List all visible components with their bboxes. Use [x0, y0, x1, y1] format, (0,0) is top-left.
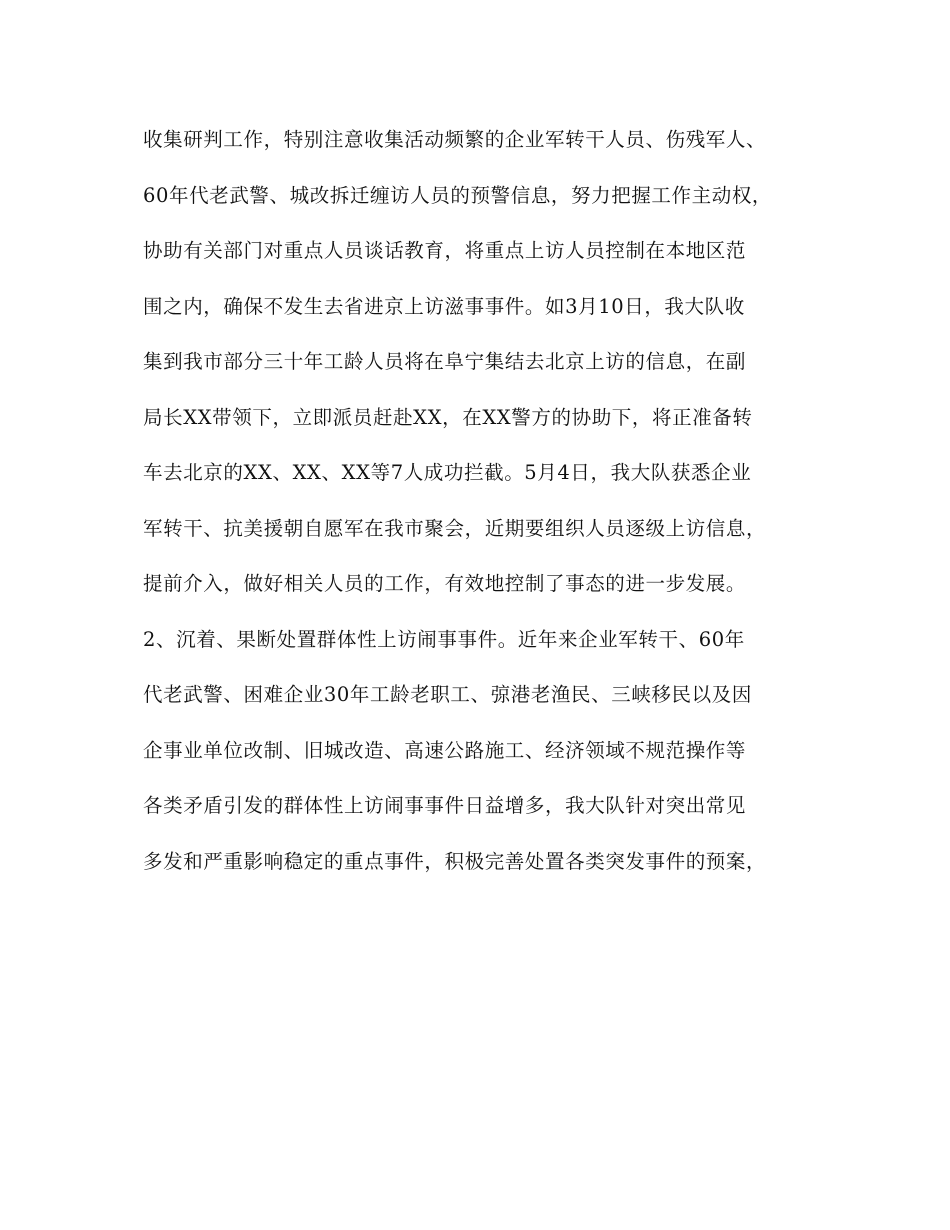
text-line: 60年代老武警、城改拆迁缠访人员的预警信息，努力把握工作主动权， — [143, 183, 773, 207]
text-line: 代老武警、困难企业30年工龄老职工、弶港老渔民、三峡移民以及因 — [143, 683, 752, 706]
text-line: 围之内，确保不发生去省进京上访滋事事件。如3月10日，我大队收 — [143, 294, 745, 318]
text-line: 协助有关部门对重点人员谈话教育，将重点上访人员控制在本地区范 — [143, 239, 747, 262]
text-line: 提前介入，做好相关人员的工作，有效地控制了事态的进一步发展。 — [143, 572, 747, 595]
text-line: 2、沉着、果断处置群体性上访闹事事件。近年来企业军转干、60年 — [143, 627, 745, 651]
body-text — [143, 121, 823, 898]
text-line: 局长XX带领下，立即派员赶赴XX，在XX警方的协助下，将正准备转 — [143, 405, 753, 429]
text-line: 企事业单位改制、旧城改造、高速公路施工、经济领域不规范操作等 — [143, 738, 747, 762]
text-line: 多发和严重影响稳定的重点事件，积极完善处置各类突发事件的预案， — [143, 849, 767, 873]
text-line: 收集研判工作，特别注意收集活动频繁的企业军转干人员、伤残军人、 — [143, 128, 767, 151]
text-line: 各类矛盾引发的群体性上访闹事事件日益增多，我大队针对突出常见 — [143, 794, 747, 817]
text-line: 军转干、抗美援朝自愿军在我市聚会，近期要组织人员逐级上访信息， — [143, 516, 767, 540]
text-line: 集到我市部分三十年工龄人员将在阜宁集结去北京上访的信息，在副 — [143, 350, 747, 373]
text-line: 车去北京的XX、XX、XX等7人成功拦截。5月4日，我大队获悉企业 — [143, 461, 752, 484]
